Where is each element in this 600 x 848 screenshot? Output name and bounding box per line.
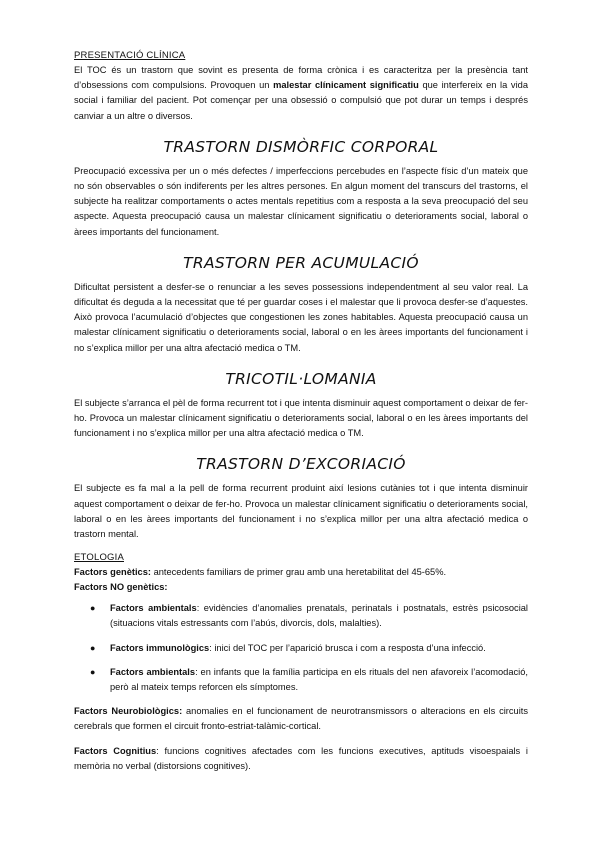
no-genetics-label: Factors NO genètics: (74, 582, 168, 593)
bullet-label: Factors immunològics (110, 642, 210, 653)
document-page (74, 50, 528, 774)
presentacio-text-a: El TOC és un trastorn que sovint es presenta de forma crònica i es caracteritza per la presència tant d’obsessions com compulsions. Provoquen un (74, 65, 528, 91)
dismorfic-title: TRASTORN DISMÒRFIC CORPORAL (163, 137, 439, 156)
genetics-label: Factors genètics: (74, 567, 151, 578)
dismorfic-paragraph: Preocupació excessiva per un o més defectes / imperfeccions percebudes en l’aspecte físic d’un mateix que no són observables o són indiferents per les altres persones. En algun moment del transcurs del trastorns, el subjecte ha realitzar comportaments o actes mentals repetitius com a resposta a la seva preocupació del seu aspecte. Aquesta preocupació causa un malestar clínicament significatiu o deterioraments social, laboral o àrees importants del funcionament. (74, 165, 528, 237)
bullet-label: Factors ambientals (110, 666, 196, 677)
presentacio-heading: PRESENTACIÓ CLÍNICA (74, 50, 186, 61)
presentacio-text-b: que interfereix en la vida social i familiar del pacient. Pot començar per una obsessió o compulsió que pot durar un temps i després canviar a un altre o diversos. (74, 80, 528, 121)
cognitius-label: Factors Cognitius (74, 745, 157, 756)
genetics-line (74, 565, 528, 580)
etiologia-heading: ETOLOGIA (74, 552, 124, 564)
excoriacio-title: TRASTORN D’EXCORIACIÓ (196, 455, 406, 474)
list-item (74, 641, 528, 656)
acumulacio-paragraph: Dificultat persistent a desfer-se o renunciar a les seves possessions independentment al seu valor real. La dificultat és deguda a la necessitat que té per guardar coses i el malestar que li provoca desfer-se d’aquestes. Això provoca l’acumulació d’objectes que congestionen les zones habitables. Aquesta preocupació causa un malestar clínicament significatiu o deterioraments social, laboral o en les àrees importants del funcionament i no s’explica millor per una altra afectació medica o TM. (74, 281, 528, 353)
factors-list (74, 601, 528, 695)
bullet-icon: ● (90, 666, 96, 677)
list-item (74, 601, 528, 631)
cognitius-text: : funcions cognitives afectades com les funcions executives, aptituds visoespaials i memòria no verbal (distorsions cognitives). (74, 745, 528, 771)
tricotil-title: TRICOTIL·LOMANIA (225, 369, 377, 388)
genetics-text: antecedents familiars de primer grau amb una heretabilitat del 45-65%. (150, 567, 447, 578)
neuro-label: Factors Neurobiològics: (74, 706, 183, 717)
presentacio-paragraph (74, 63, 528, 124)
bullet-text: : inici del TOC per l’aparició brusca i com a resposta d’una infecció. (209, 642, 486, 653)
acumulacio-title: TRASTORN PER ACUMULACIÓ (183, 253, 419, 272)
bullet-icon: ● (90, 603, 96, 614)
cognitius-paragraph (74, 744, 528, 774)
neuro-text: anomalies en el funcionament de neurotransmissors o alteracions en els circuits cerebrals que formen el circuit fronto-estriat-talàmic-cortical. (74, 706, 528, 732)
excoriacio-paragraph: El subjecte es fa mal a la pell de forma recurrent produint així lesions cutànies tot i que intenta disminuir aquest comportament o deixar de fer-ho. Provoca un malestar clínicament significatiu o deterioraments social, laboral o en les àrees importants del funcionament i no s’explica millor per una altra afectació medica o trastorn mental. (74, 483, 528, 540)
bullet-icon: ● (90, 642, 96, 653)
presentacio-text-bold: malestar clínicament significatiu (273, 80, 419, 91)
tricotil-paragraph: El subjecte s’arranca el pèl de forma recurrent tot i que intenta disminuir aquest comportament o deixar de fer-ho. Provoca un malestar clínicament significatiu o deterioraments social, laboral o en les àrees importants del funcionament i no s’explica millor per una altra afectació medica o TM. (74, 397, 528, 439)
no-genetics-line (74, 580, 528, 595)
neuro-paragraph (74, 704, 528, 734)
bullet-text: : en infants que la família participa en els rituals del nen afavoreix l’acomodació, però al mateix temps reforcen els símptomes. (110, 666, 528, 693)
bullet-text: : evidències d’anomalies prenatals, perinatals i postnatals, estrès psicosocial (situacions vitals estressants com l’abús, divorcis, dols, malalties). (110, 603, 529, 629)
list-item (74, 665, 528, 695)
bullet-label: Factors ambientals (110, 603, 197, 614)
